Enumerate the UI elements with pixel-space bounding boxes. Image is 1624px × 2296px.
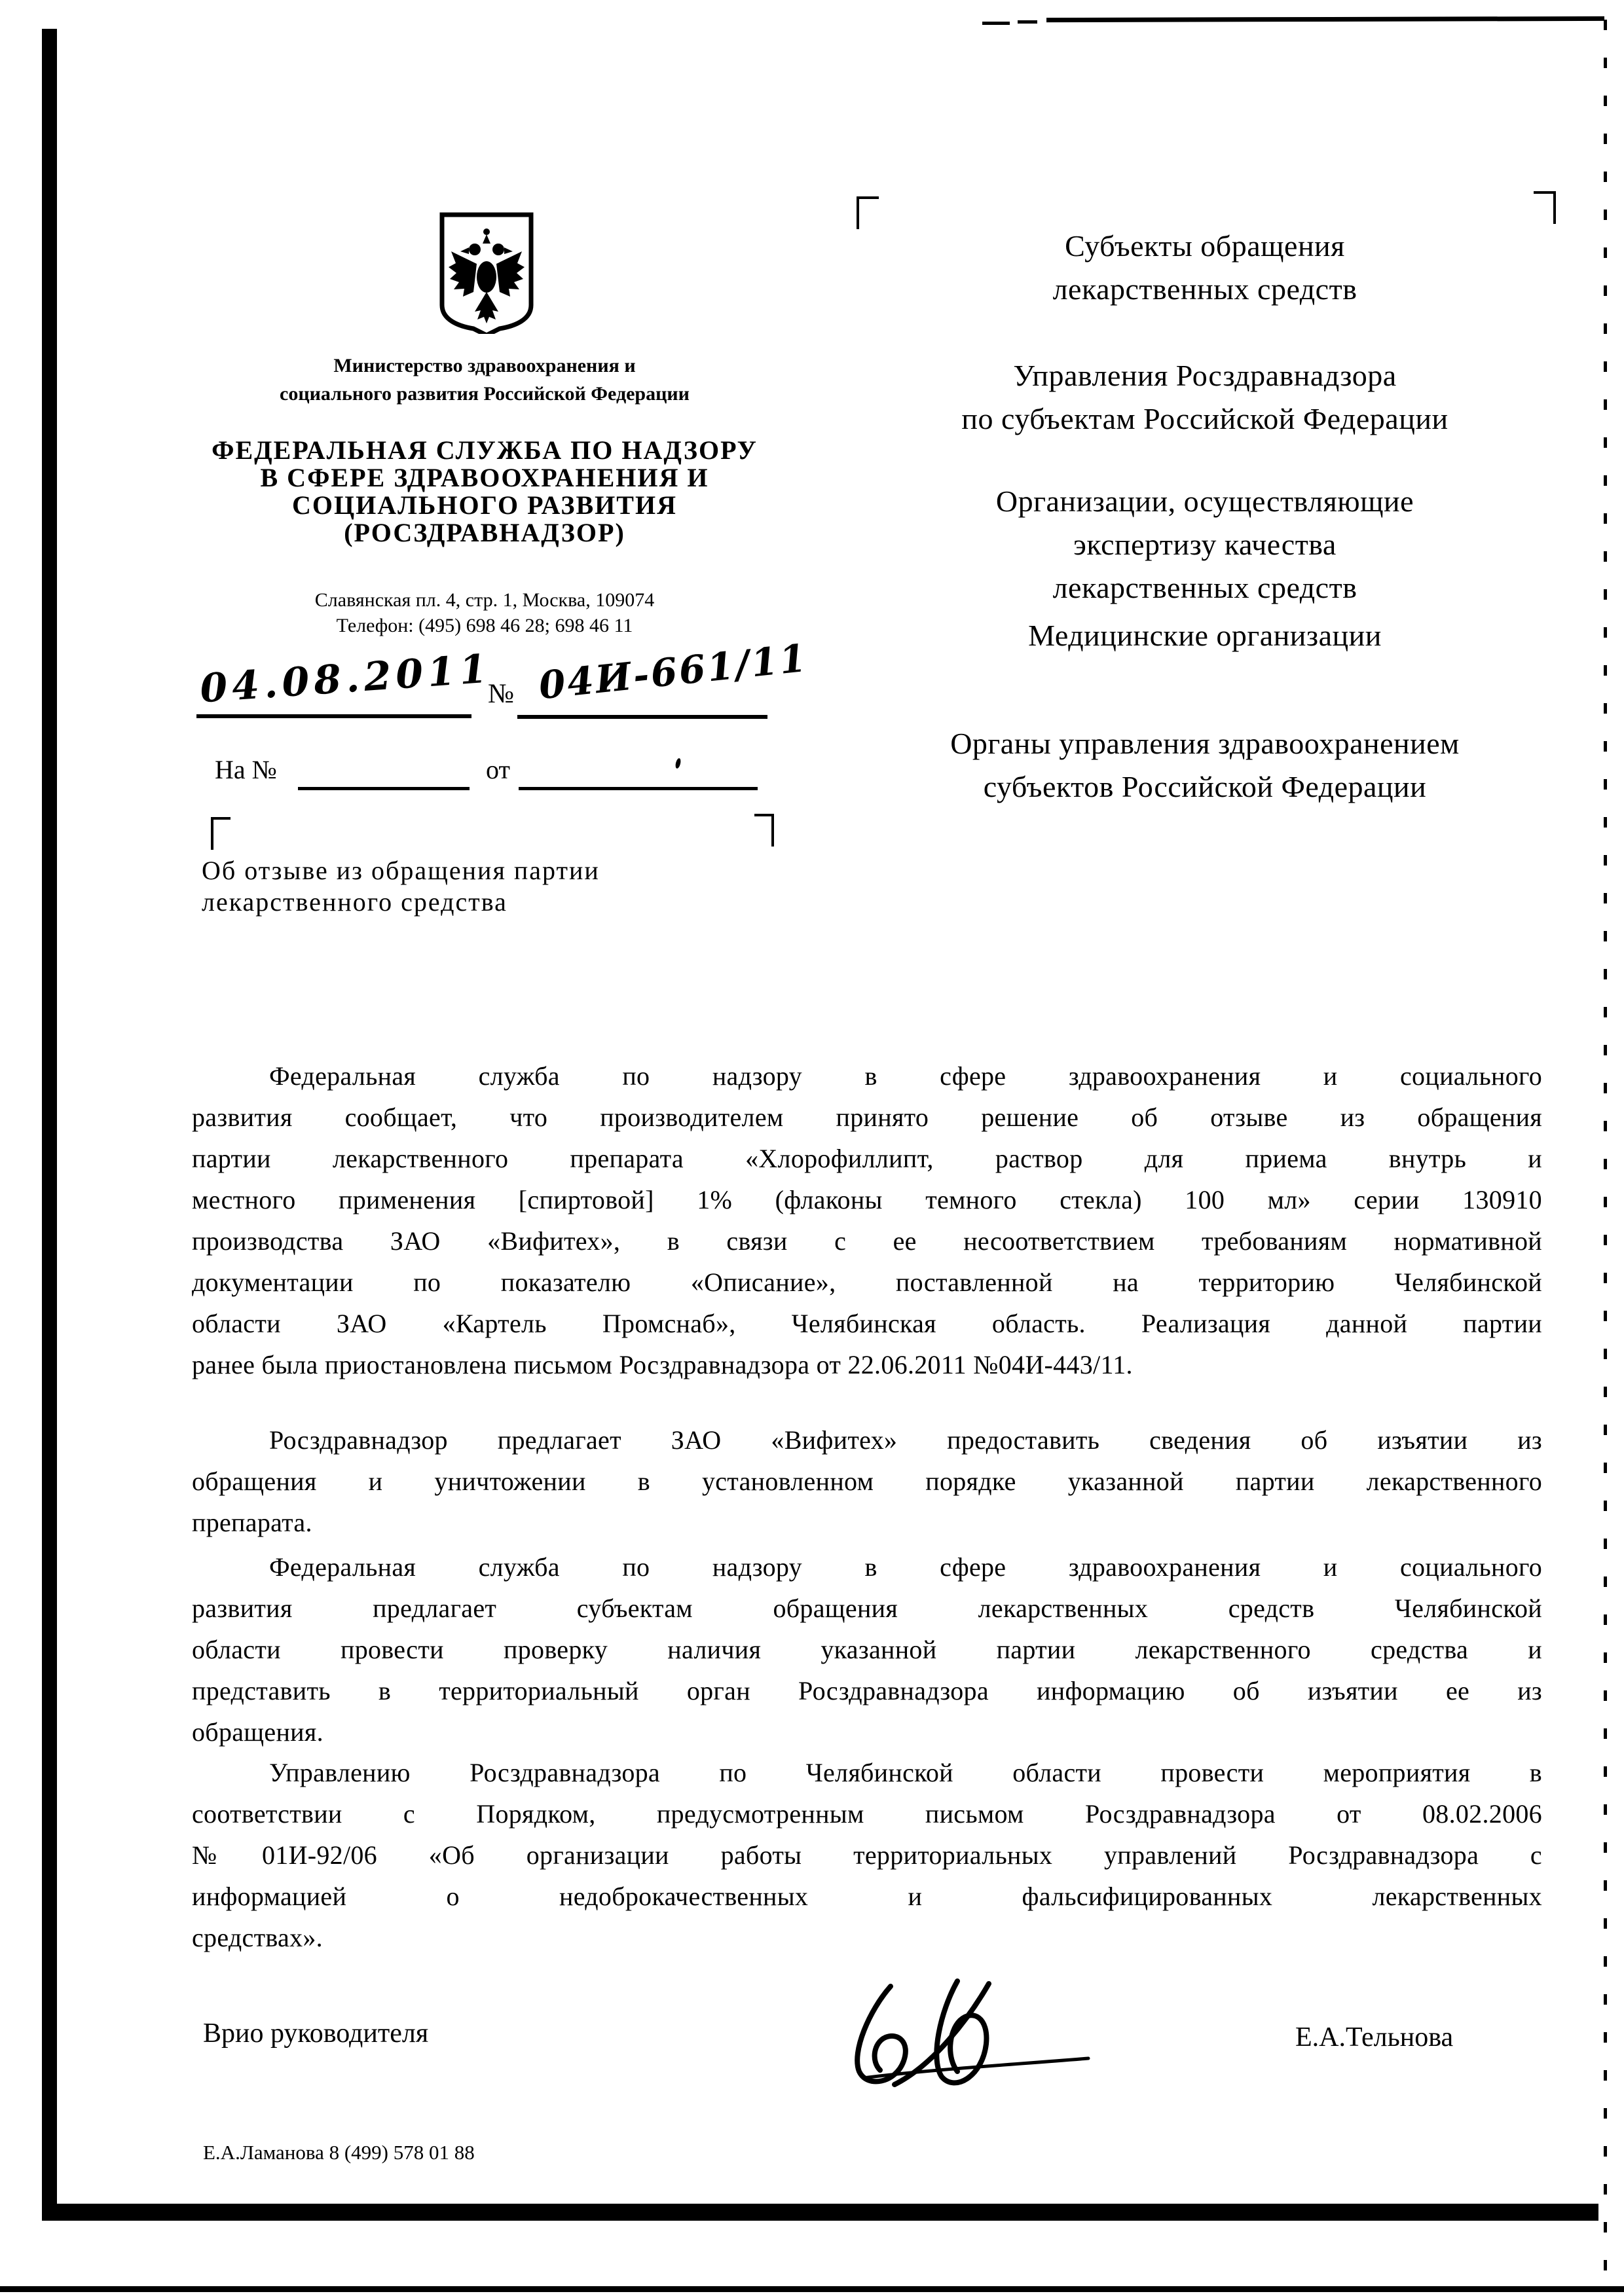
- date-underline: [196, 714, 471, 718]
- body-line: Управлению Росздравнадзора по Челябинской области провести мероприятия в: [269, 1758, 1542, 1787]
- paragraph-1: [192, 1055, 1542, 1385]
- recipient-line: экспертизу качества: [1073, 528, 1337, 561]
- number-underline: [517, 715, 767, 719]
- ink-speck: [674, 757, 682, 769]
- body-line: препарата.: [192, 1508, 312, 1537]
- body-line: Федеральная служба по надзору в сфере здравоохранения и социального: [269, 1061, 1542, 1091]
- subject-zone-close-bracket: [754, 814, 774, 847]
- body-line: Росздравнадзор предлагает ЗАО «Вифитех» предоставить сведения об изъятии из: [269, 1425, 1542, 1455]
- reply-from-label: от: [486, 755, 510, 784]
- body-line: обращения.: [192, 1717, 323, 1747]
- scan-top-line: [1046, 16, 1604, 22]
- body-line: партии лекарственного препарата «Хлорофиллипт, раствор для приема внутрь и: [192, 1144, 1542, 1173]
- recipient-group-3: [864, 480, 1545, 610]
- signer-name: Е.А.Тельнова: [1295, 2022, 1454, 2052]
- body-line: развития предлагает субъектам обращения лекарственных средств Челябинской: [192, 1594, 1542, 1623]
- recipient-zone-close-bracket: [1534, 191, 1556, 224]
- body-line: развития сообщает, что производителем принято решение об отзыве из обращения: [192, 1102, 1542, 1132]
- coat-of-arms-icon: [435, 208, 538, 334]
- body-line: средствах».: [192, 1923, 323, 1952]
- recipient-line: Управления Росздравнадзора: [1013, 359, 1397, 392]
- ministry-name-line1: Министерство здравоохранения и: [333, 355, 636, 376]
- scan-left-edge-bar: [42, 29, 57, 2221]
- signature-icon: [786, 1972, 1100, 2096]
- recipient-line: Органы управления здравоохранением: [950, 727, 1460, 760]
- recipient-line: Медицинские организации: [1028, 619, 1382, 652]
- service-name-line1: ФЕДЕРАЛЬНАЯ СЛУЖБА ПО НАДЗОРУ: [212, 435, 758, 465]
- ministry-name-line2: социального развития Российской Федерации: [280, 383, 690, 405]
- paragraph-4: [192, 1752, 1542, 1958]
- body-line: №01И-92/06 «Об организации работы территориальных управлений Росздравнадзора с: [192, 1840, 1542, 1870]
- service-name-line4: (РОСЗДРАВНАДЗОР): [344, 518, 625, 547]
- number-sign: №: [488, 679, 515, 709]
- letter-number-handwritten: 04И-661/11: [536, 635, 810, 708]
- signer-role: Врио руководителя: [203, 2018, 429, 2049]
- reply-date-underline: [519, 787, 758, 790]
- body-line: информацией о недоброкачественных и фальсифицированных лекарственных: [192, 1882, 1542, 1911]
- body-line: соответствии с Порядком, предусмотренным письмом Росздравнадзора от 08.02.2006: [192, 1799, 1542, 1829]
- recipient-line: по субъектам Российской Федерации: [961, 402, 1449, 435]
- recipient-group-4: [864, 614, 1545, 657]
- body-line: области ЗАО «Картель Промснаб», Челябинская область. Реализация данной партии: [192, 1309, 1542, 1338]
- body-line: производства ЗАО «Вифитех», в связи с ее несоответствием требованиям нормативной: [192, 1226, 1542, 1256]
- recipient-line: субъектов Российской Федерации: [983, 770, 1427, 803]
- address-line2: Телефон: (495) 698 46 28; 698 46 11: [336, 615, 633, 636]
- reply-number-underline: [298, 787, 470, 790]
- scan-bottom-bar: [42, 2204, 1598, 2221]
- body-line: Федеральная служба по надзору в сфере здравоохранения и социального: [269, 1552, 1542, 1582]
- recipient-line: лекарственных средств: [1052, 272, 1357, 306]
- body-line: ранее была приостановлена письмом Росздравнадзора от 22.06.2011 №04И-443/11.: [192, 1350, 1133, 1379]
- subject-zone-open-bracket: [211, 817, 231, 850]
- body-line: области провести проверку наличия указанной партии лекарственного средства и: [192, 1635, 1542, 1664]
- service-name-line2: В СФЕРЕ ЗДРАВООХРАНЕНИЯ И: [260, 463, 709, 492]
- paragraph-2: [192, 1419, 1542, 1543]
- scan-right-dashed-line: [1604, 20, 1607, 2288]
- address-line1: Славянская пл. 4, стр. 1, Москва, 109074: [314, 589, 655, 611]
- body-line: представить в территориальный орган Росздравнадзора информацию об изъятии ее из: [192, 1676, 1542, 1705]
- recipient-group-2: [864, 354, 1545, 441]
- paragraph-3: [192, 1546, 1542, 1753]
- reply-to-label: На №: [215, 755, 277, 784]
- subject-line2: лекарственного средства: [202, 887, 507, 917]
- subject-line1: Об отзыве из обращения партии: [202, 856, 600, 885]
- recipient-line: Организации, осуществляющие: [995, 484, 1414, 518]
- recipient-group-1: [864, 225, 1545, 311]
- body-line: местного применения [спиртовой] 1% (флаконы темного стекла) 100 мл» серии 130910: [192, 1185, 1542, 1214]
- recipient-group-5: [864, 722, 1545, 809]
- body-line: обращения и уничтожении в установленном порядке указанной партии лекарственного: [192, 1467, 1542, 1496]
- executor-contact: Е.А.Ламанова 8 (499) 578 01 88: [203, 2141, 475, 2164]
- recipient-line: Субъекты обращения: [1065, 229, 1345, 263]
- recipient-line: лекарственных средств: [1052, 571, 1357, 604]
- body-line: документации по показателю «Описание», поставленной на территорию Челябинской: [192, 1267, 1542, 1297]
- scan-top-dash-1: [982, 22, 1010, 25]
- service-name-line3: СОЦИАЛЬНОГО РАЗВИТИЯ: [292, 490, 677, 520]
- scan-bottom-line: [0, 2286, 1624, 2292]
- scan-top-dash-2: [1018, 20, 1037, 24]
- letter-date-handwritten: 04.08.2011: [198, 646, 493, 712]
